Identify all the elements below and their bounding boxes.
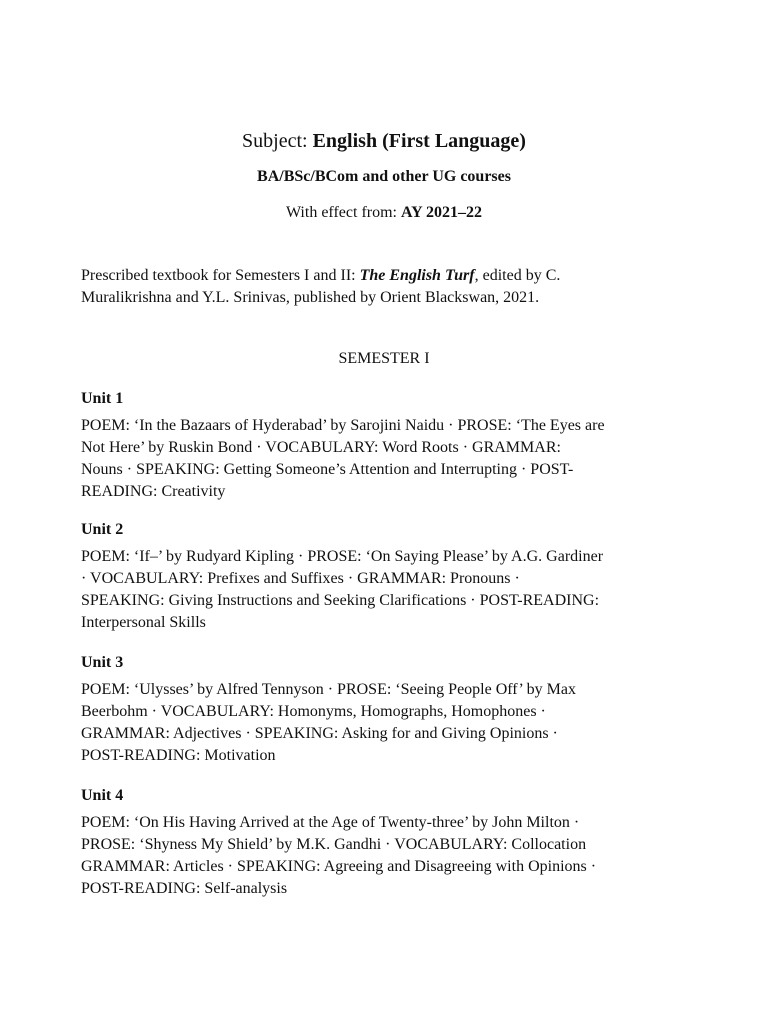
effect-prefix: With effect from: bbox=[285, 204, 401, 221]
unit-title: Unit 3 bbox=[81, 654, 124, 671]
subject-name: English (First Language) bbox=[312, 130, 526, 152]
unit-text-line: POST-READING: Motivation bbox=[81, 747, 276, 764]
unit-text-line: GRAMMAR: Adjectives · SPEAKING: Asking for and Giving Opinions · bbox=[81, 725, 558, 742]
unit-title: Unit 2 bbox=[81, 521, 124, 538]
unit-text-line: POEM: ‘Ulysses’ by Alfred Tennyson · PROSE: ‘Seeing People Off’ by Max bbox=[81, 681, 576, 698]
unit-text-line: Nouns · SPEAKING: Getting Someone’s Attention and Interrupting · POST- bbox=[81, 461, 574, 478]
unit-text-line: · VOCABULARY: Prefixes and Suffixes · GRAMMAR: Pronouns · bbox=[81, 570, 520, 587]
unit-text-line: Not Here’ by Ruskin Bond · VOCABULARY: Word Roots · GRAMMAR: bbox=[81, 439, 561, 456]
textbook-line-2: Muralikrishna and Y.L. Srinivas, published by Orient Blackswan, 2021. bbox=[81, 289, 540, 306]
unit-text-line: GRAMMAR: Articles · SPEAKING: Agreeing and Disagreeing with Opinions · bbox=[81, 858, 597, 875]
courses-heading: BA/BSc/BCom and other UG courses bbox=[257, 168, 511, 185]
unit-text-line: POEM: ‘In the Bazaars of Hyderabad’ by Sarojini Naidu · PROSE: ‘The Eyes are bbox=[81, 417, 605, 434]
unit-text-line: READING: Creativity bbox=[81, 483, 226, 500]
unit-section bbox=[81, 786, 691, 900]
unit-text-line: POST-READING: Self-analysis bbox=[81, 880, 288, 897]
textbook-paragraph bbox=[81, 265, 621, 309]
effect-year: AY 2021–22 bbox=[400, 204, 483, 221]
unit-text-line: Interpersonal Skills bbox=[81, 614, 206, 631]
effective-date-heading bbox=[0, 203, 768, 223]
subject-prefix: Subject: bbox=[242, 130, 313, 152]
unit-title: Unit 1 bbox=[81, 390, 124, 407]
textbook-intro-suffix: , edited by C. bbox=[474, 267, 561, 284]
unit-section bbox=[81, 653, 691, 767]
unit-title: Unit 4 bbox=[81, 787, 124, 804]
subject-heading bbox=[0, 129, 768, 153]
unit-section bbox=[81, 520, 691, 634]
textbook-intro-prefix: Prescribed textbook for Semesters I and II: bbox=[81, 267, 360, 284]
textbook-line-1 bbox=[81, 265, 621, 287]
unit-text-line: POEM: ‘On His Having Arrived at the Age of Twenty-three’ by John Milton · bbox=[81, 814, 580, 831]
semester-heading: SEMESTER I bbox=[338, 350, 430, 367]
unit-text-line: SPEAKING: Giving Instructions and Seeking Clarifications · POST-READING: bbox=[81, 592, 600, 609]
unit-section bbox=[81, 389, 691, 503]
textbook-title: The English Turf bbox=[359, 267, 475, 284]
unit-text-line: POEM: ‘If–’ by Rudyard Kipling · PROSE: ‘On Saying Please’ by A.G. Gardiner bbox=[81, 548, 604, 565]
unit-text-line: Beerbohm · VOCABULARY: Homonyms, Homographs, Homophones · bbox=[81, 703, 546, 720]
unit-text-line: PROSE: ‘Shyness My Shield’ by M.K. Gandhi · VOCABULARY: Collocation bbox=[81, 836, 587, 853]
